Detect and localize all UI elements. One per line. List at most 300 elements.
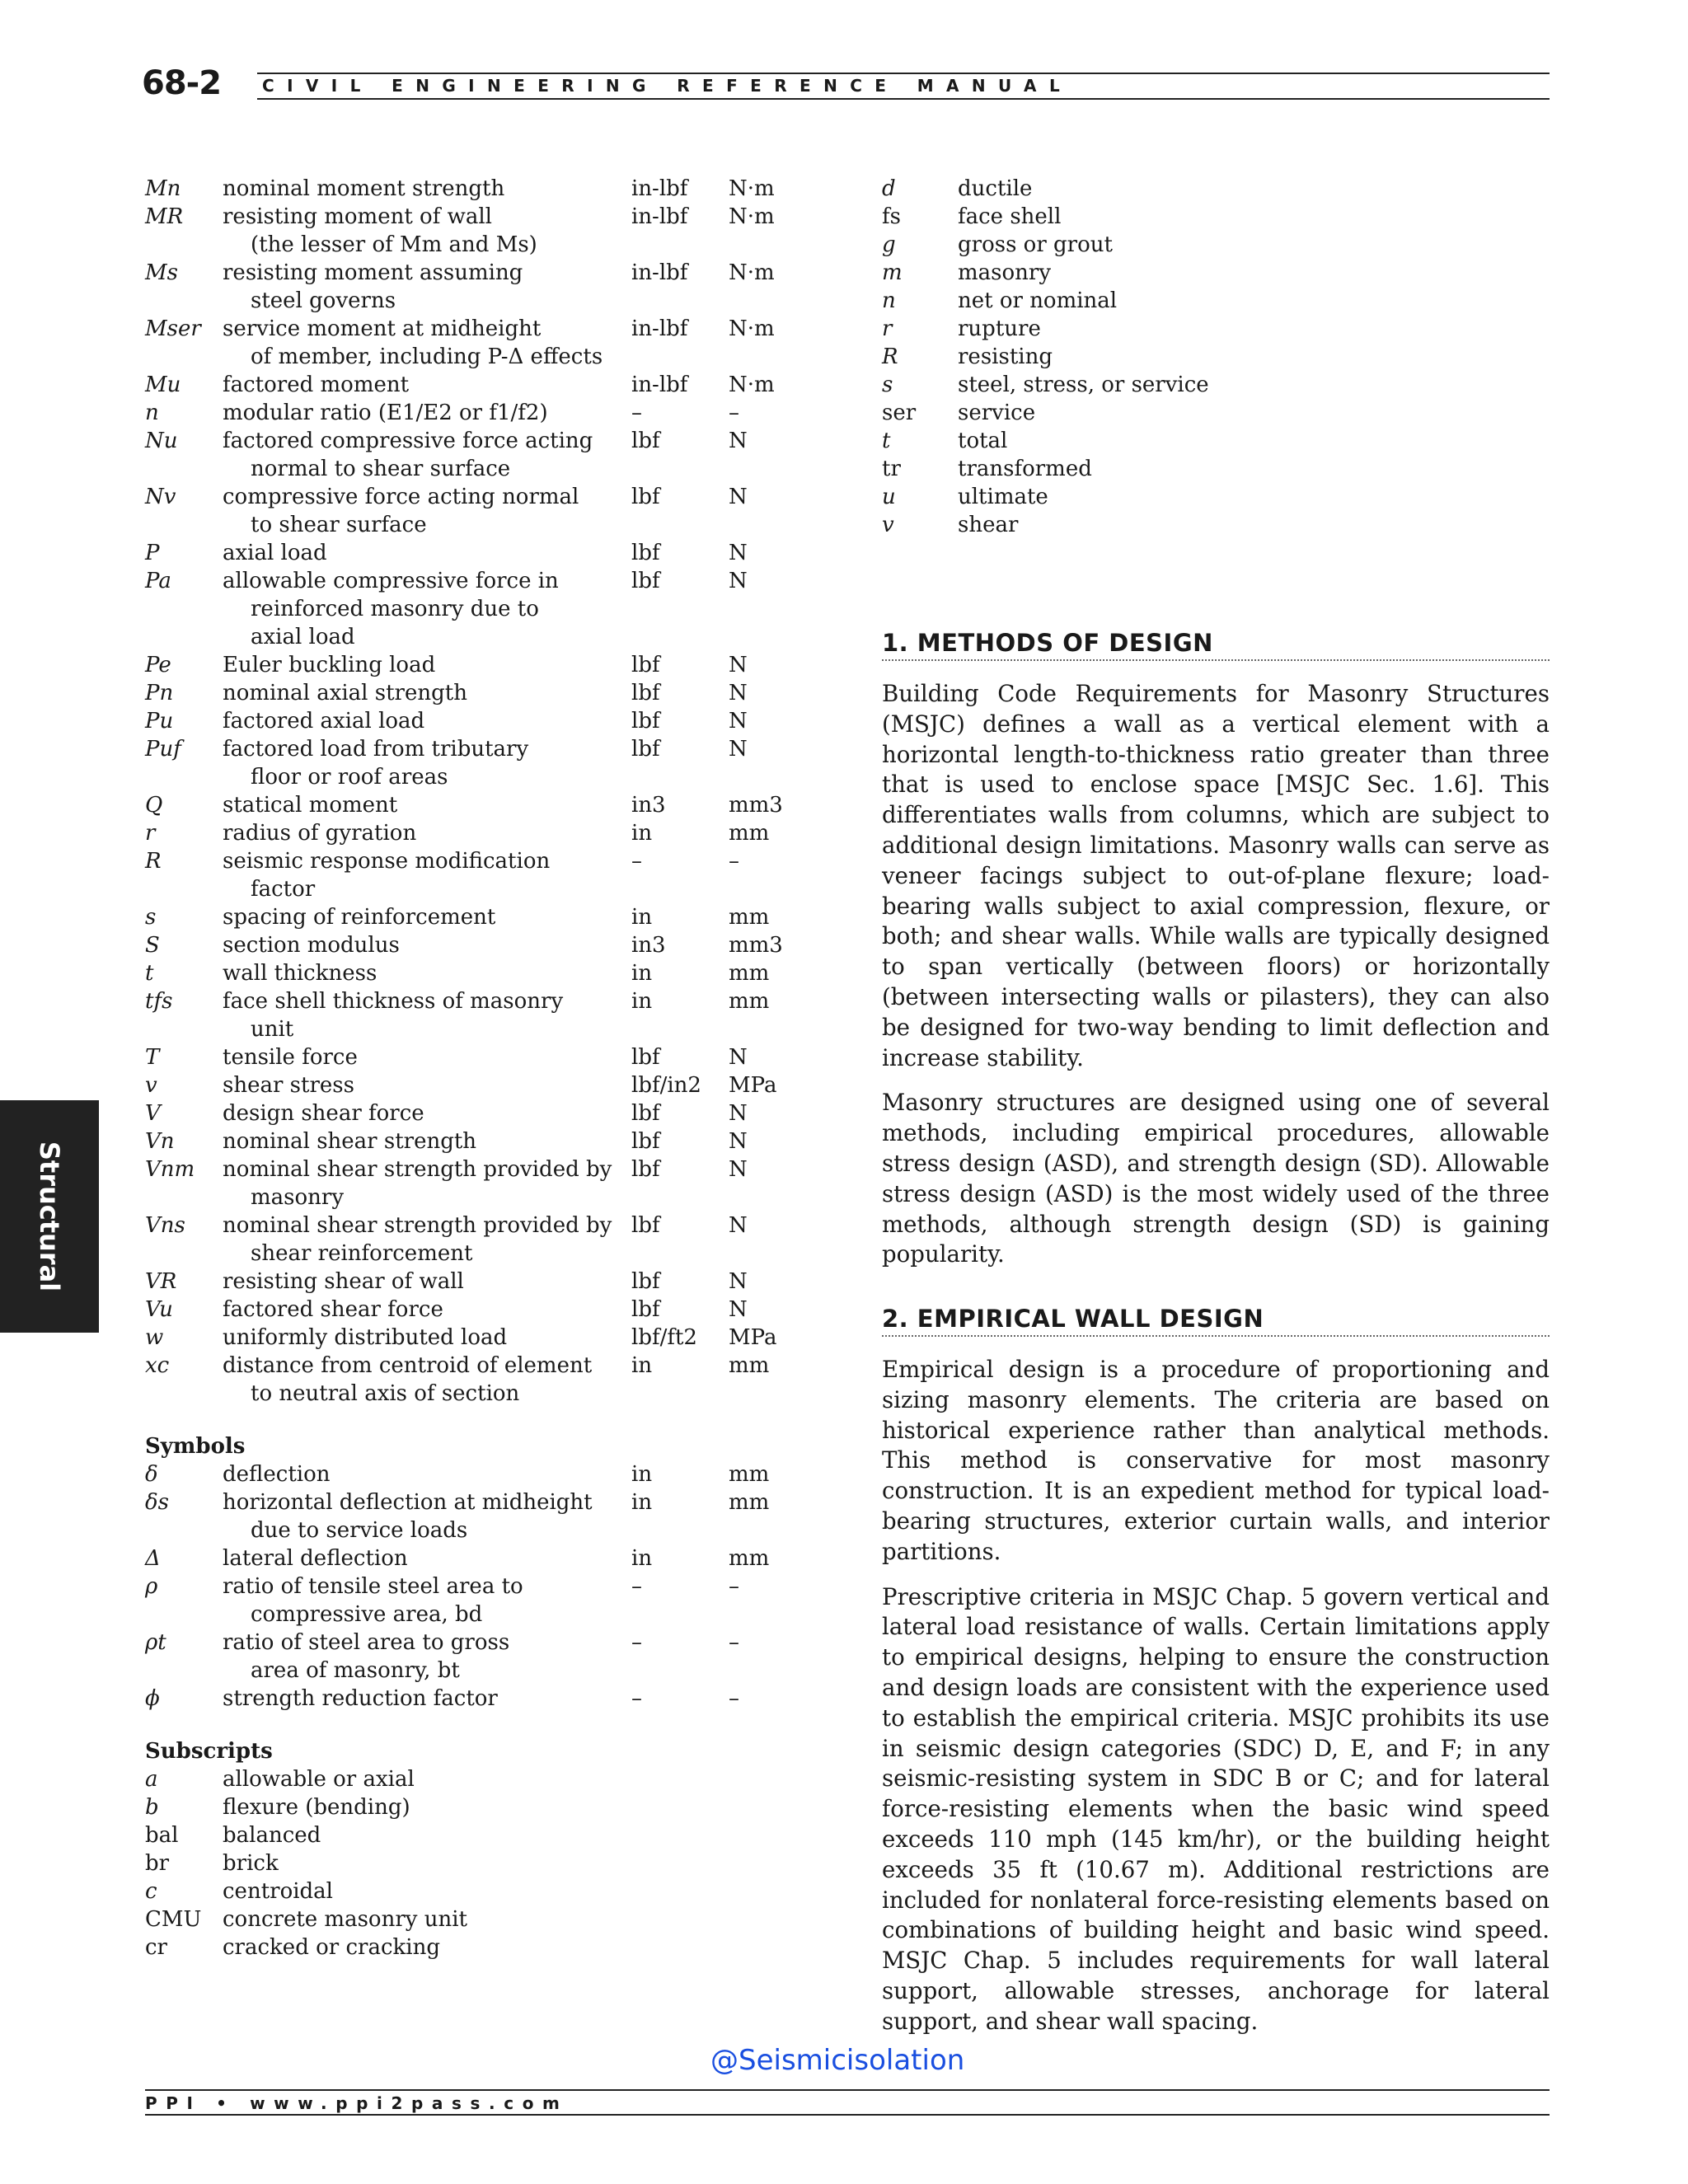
footer-publisher: PPI • www.ppi2pass.com [145,2093,569,2113]
list-item [145,1793,788,1821]
us-unit: in-lbf [631,176,688,201]
symbol: MR [145,204,184,229]
subscripts-heading: Subscripts [145,1739,273,1764]
list-item [145,1905,788,1933]
si-unit: N [729,1129,748,1154]
footer-rule-top [145,2089,1550,2091]
si-unit: mm [729,821,770,846]
si-unit: – [729,401,739,425]
description-line: allowable compressive force in [223,569,559,593]
description [223,1071,626,1099]
description [223,1127,626,1155]
description [223,931,626,959]
si-unit: N [729,737,748,762]
description-line: normal to shear surface [251,457,511,481]
description: concrete masonry unit [223,1907,467,1932]
footer-rule-bottom [145,2114,1550,2116]
symbol: Mser [145,316,201,341]
description: service [958,401,1036,425]
description [223,903,626,931]
description-line: reinforced masonry due to [251,597,539,621]
list-item [145,1099,788,1127]
description-line: wall thickness [223,961,377,986]
description [223,1212,626,1268]
list-item [145,1155,788,1212]
si-unit: mm3 [729,793,783,818]
symbol: δs [145,1490,169,1515]
description [223,483,626,539]
description [223,959,626,987]
description: ultimate [958,485,1048,509]
list-item [145,259,788,315]
si-unit: – [729,849,739,874]
list-item [145,539,788,567]
description-line: service moment at midheight [223,316,542,341]
us-unit: lbf [631,1213,660,1238]
description [223,1685,626,1713]
list-item [145,1821,788,1849]
description-line: nominal moment strength [223,176,505,201]
description-line: unit [251,1017,294,1042]
symbol: d [882,176,896,201]
si-unit: N [729,569,748,593]
symbol: w [145,1325,164,1350]
description-line: factored compressive force acting [223,429,593,453]
si-unit: N [729,653,748,677]
description-line: face shell thickness of masonry [223,989,564,1014]
symbol: c [145,1879,157,1904]
list-item [145,1849,788,1877]
list-item [882,231,1343,259]
header-rule-bottom [257,98,1550,100]
us-unit: in-lbf [631,316,688,341]
symbol: b [145,1795,159,1820]
list-item [882,287,1343,315]
nomenclature-list [145,175,788,1961]
si-unit: N [729,1297,748,1322]
description-line: compressive area, bd [251,1602,483,1627]
symbol: v [882,513,894,537]
description-line: resisting shear of wall [223,1269,464,1294]
us-unit: in3 [631,793,666,818]
description [223,1544,626,1572]
symbol: s [145,905,157,930]
symbol: δ [145,1462,158,1487]
si-unit: N·m [729,373,775,397]
symbol: CMU [145,1907,202,1932]
si-unit: MPa [729,1325,777,1350]
description-line: ratio of tensile steel area to [223,1574,523,1599]
description [223,1488,626,1544]
description-line: statical moment [223,793,398,818]
list-item [145,1765,788,1793]
si-unit: N [729,1045,748,1070]
description: brick [223,1851,279,1876]
si-unit: mm [729,1490,770,1515]
description-line: shear stress [223,1073,354,1098]
section-side-tab [0,1100,99,1333]
symbol: Q [145,793,163,818]
section-2-paragraph-2: Prescriptive criteria in MSJC Chap. 5 govern vertical and lateral load resistance of walls. Certain limitations apply to empirical designs, helping to ensure the construction and design loads are consistent with the experience used to establish the empirical criteria. MSJC prohibits its use in seismic design categories (SDC) D, E, and F; in any seismic-resisting system in SDC B or C; and for lateral force-resisting elements when the basic wind speed exceeds 110 mph (145 km/hr), or the building height exceeds 35 ft (10.67 m). Additional restrictions are included for nonlateral force-resisting elements based on combinations of building height and basic wind speed. MSJC Chap. 5 includes requirements for wall lateral support, allowable stresses, anchorage for lateral support, and shear wall spacing. [882,1582,1550,2035]
manual-title: CIVIL ENGINEERING REFERENCE MANUAL [262,76,1073,96]
description: gross or grout [958,232,1113,257]
symbol: n [145,401,159,425]
description [223,259,626,315]
list-item [145,819,788,847]
description [223,1324,626,1352]
list-item [145,931,788,959]
description-line: distance from centroid of element [223,1353,593,1378]
list-item [145,315,788,371]
description-line: steel governs [251,288,396,313]
us-unit: lbf [631,737,660,762]
symbol: ρ [145,1574,158,1599]
description-line: resisting moment of wall [223,204,492,229]
us-unit: – [631,849,642,874]
description [223,735,626,791]
us-unit: in-lbf [631,204,688,229]
list-item [145,175,788,203]
page-number: 68-2 [142,64,222,102]
description [223,1099,626,1127]
us-unit: in [631,1462,653,1487]
description [223,1268,626,1296]
list-item [145,1212,788,1268]
symbols-heading: Symbols [145,1434,246,1459]
watermark: @Seismicisolation [710,2044,965,2077]
description-line: (the lesser of Mm and Ms) [251,232,537,257]
symbol: n [882,288,896,313]
description-line: design shear force [223,1101,424,1126]
symbol: g [882,232,896,257]
description-line: factored load from tributary [223,737,529,762]
list-item [145,1685,788,1713]
list-item [145,203,788,259]
list-item [145,1268,788,1296]
section-2-paragraph-1: Empirical design is a procedure of proportioning and sizing masonry elements. The criteria are based on historical experience rather than analytical methods. This method is conservative for most masonry construction. It is an expedient method for typical load-bearing structures, exterior curtain walls, and interior partitions. [882,1356,1550,1565]
list-item [882,371,1343,399]
us-unit: lbf [631,1129,660,1154]
description-line: radius of gyration [223,821,417,846]
symbol: T [145,1045,160,1070]
symbol: u [882,485,896,509]
symbol: Nu [145,429,178,453]
list-item [882,455,1343,483]
list-item [145,1544,788,1572]
description-line: masonry [251,1185,345,1210]
description [223,679,626,707]
us-unit: lbf [631,653,660,677]
description: steel, stress, or service [958,373,1209,397]
si-unit: mm [729,1353,770,1378]
list-item [145,399,788,427]
us-unit: in [631,905,653,930]
description [223,399,626,427]
symbol: Mn [145,176,181,201]
side-tab-label: Structural [34,1141,65,1292]
description [223,203,626,259]
description: masonry [958,260,1052,285]
description-line: resisting moment assuming [223,260,523,285]
description-line: section modulus [223,933,400,958]
description-line: nominal shear strength [223,1129,477,1154]
si-unit: – [729,1630,739,1655]
symbol: P [145,541,160,565]
list-item [145,1043,788,1071]
description: centroidal [223,1879,333,1904]
symbol: ϕ [145,1686,160,1711]
list-item [145,567,788,651]
list-item [882,399,1343,427]
us-unit: in [631,1353,653,1378]
description-line: nominal axial strength [223,681,467,705]
si-unit: N [729,1269,748,1294]
symbol: v [145,1073,157,1098]
symbol: m [882,260,903,285]
si-unit: N [729,709,748,733]
symbol: Puf [145,737,181,762]
subscripts-continued [882,175,1343,539]
list-item [145,735,788,791]
symbol: Δ [145,1546,161,1571]
list-item [145,987,788,1043]
list-item [882,203,1343,231]
description [223,371,626,399]
si-unit: N·m [729,260,775,285]
description-line: factor [251,877,316,902]
description-line: ratio of steel area to gross [223,1630,510,1655]
symbol: ρt [145,1630,166,1655]
list-item [882,175,1343,203]
list-item [145,847,788,903]
us-unit: in [631,1490,653,1515]
si-unit: N [729,1157,748,1182]
list-item [145,1572,788,1629]
si-unit: – [729,1574,739,1599]
description: flexure (bending) [223,1795,410,1820]
us-unit: in3 [631,933,666,958]
description-line: uniformly distributed load [223,1325,508,1350]
us-unit: in [631,961,653,986]
si-unit: N·m [729,204,775,229]
description: ductile [958,176,1033,201]
description: face shell [958,204,1062,229]
description [223,1460,626,1488]
symbol: r [882,316,893,341]
us-unit: lbf [631,569,660,593]
list-item [882,511,1343,539]
list-item [882,427,1343,455]
symbol: tfs [145,989,173,1014]
description [223,539,626,567]
us-unit: in [631,1546,653,1571]
description [223,1155,626,1212]
description-line: horizontal deflection at midheight [223,1490,593,1515]
symbol: t [882,429,891,453]
si-unit: – [729,1686,739,1711]
section-1-paragraph-2: Masonry structures are designed using one of several methods, including empirical procedures, allowable stress design (ASD), and strength design (SD). Allowable stress design (ASD) is the most widely used of the three methods, although strength design (SD) is gaining popularity. [882,1089,1550,1268]
si-unit: MPa [729,1073,777,1098]
section-2-heading: 2. EMPIRICAL WALL DESIGN [882,1302,1550,1337]
si-unit: mm3 [729,933,783,958]
description: rupture [958,316,1041,341]
description-line: factored axial load [223,709,425,733]
symbol: Vns [145,1213,185,1238]
us-unit: lbf/ft2 [631,1325,697,1350]
section-empirical-wall-design [882,1302,1550,2037]
list-item [145,427,788,483]
list-item [882,259,1343,287]
description-line: factored moment [223,373,410,397]
description: cracked or cracking [223,1935,440,1960]
us-unit: lbf [631,1269,660,1294]
description [223,175,626,203]
symbols-rows [145,1460,788,1713]
description: transformed [958,457,1092,481]
list-item [145,1127,788,1155]
list-item [145,483,788,539]
si-unit: N [729,1213,748,1238]
symbol: Pe [145,653,171,677]
list-item [145,791,788,819]
symbol: Vn [145,1129,175,1154]
us-unit: – [631,401,642,425]
us-unit: – [631,1686,642,1711]
list-item [145,1933,788,1961]
si-unit: mm [729,989,770,1014]
list-item [145,679,788,707]
list-item [882,343,1343,371]
description-line: to neutral axis of section [251,1381,520,1406]
description: shear [958,513,1019,537]
description-line: factored shear force [223,1297,443,1322]
description-line: strength reduction factor [223,1686,498,1711]
list-item [145,651,788,679]
description [223,987,626,1043]
description-line: lateral deflection [223,1546,408,1571]
header-rule-top [257,73,1550,74]
description [223,791,626,819]
description-line: due to service loads [251,1518,468,1543]
symbol: Pa [145,569,171,593]
us-unit: – [631,1630,642,1655]
us-unit: lbf [631,429,660,453]
list-item [145,1352,788,1408]
us-unit: in-lbf [631,260,688,285]
us-unit: lbf [631,1045,660,1070]
us-unit: in [631,821,653,846]
nomenclature-rows [145,175,788,1408]
description-line: nominal shear strength provided by [223,1157,612,1182]
description [223,1572,626,1629]
symbol: Mu [145,373,181,397]
description: allowable or axial [223,1767,415,1792]
description-line: axial load [251,625,355,649]
description-line: deflection [223,1462,331,1487]
list-item [145,1296,788,1324]
description-line: axial load [223,541,327,565]
symbol: cr [145,1935,167,1960]
section-1-paragraph-1: Building Code Requirements for Masonry Structures (MSJC) defines a wall as a vertical element with a horizontal length-to-thickness ratio greater than three that is used to enclose space [MSJC Sec. 1.6]. This differentiates walls from columns, which are subject to additional design limitations. Masonry walls can serve as veneer facings subject to out-of-plane flexure; load-bearing walls subject to axial compression, flexure, or both; and shear walls. While walls are typically designed to span vertically (between floors) or horizontally (between intersecting walls or pilasters), they can also be designed for two-way bending to limit deflection and increase stability. [882,680,1550,1071]
list-item [145,1071,788,1099]
us-unit: lbf [631,681,660,705]
description [223,651,626,679]
list-item [145,1460,788,1488]
section-1-heading: 1. METHODS OF DESIGN [882,626,1550,661]
list-item [145,1629,788,1685]
symbol: R [145,849,162,874]
list-item [145,959,788,987]
description-line: of member, including P-Δ effects [251,344,603,369]
symbol: Pn [145,681,174,705]
si-unit: N [729,429,748,453]
us-unit: lbf [631,1101,660,1126]
symbol: bal [145,1823,179,1848]
description [223,707,626,735]
description [223,819,626,847]
us-unit: in [631,989,653,1014]
symbol: S [145,933,160,958]
us-unit: lbf/in2 [631,1073,701,1098]
symbol: fs [882,204,901,229]
list-item [145,1324,788,1352]
description-line: tensile force [223,1045,358,1070]
symbol: tr [882,457,901,481]
symbol: Vnm [145,1157,195,1182]
symbol: Pu [145,709,174,733]
us-unit: lbf [631,1297,660,1322]
description-line: to shear surface [251,513,427,537]
symbol: r [145,821,156,846]
description [223,1629,626,1685]
si-unit: mm [729,905,770,930]
us-unit: lbf [631,541,660,565]
symbol: br [145,1851,170,1876]
us-unit: lbf [631,709,660,733]
description [223,427,626,483]
description-line: floor or roof areas [251,765,448,790]
si-unit: N·m [729,316,775,341]
description-line: Euler buckling load [223,653,436,677]
description-line: spacing of reinforcement [223,905,496,930]
list-item [882,315,1343,343]
list-item [145,371,788,399]
description [223,1043,626,1071]
si-unit: N [729,1101,748,1126]
si-unit: N [729,681,748,705]
description-line: seismic response modification [223,849,551,874]
symbol: t [145,961,154,986]
list-item [145,903,788,931]
symbol: xc [145,1353,170,1378]
subscripts-right-rows [882,175,1343,539]
us-unit: in-lbf [631,373,688,397]
symbol: V [145,1101,161,1126]
section-methods-of-design [882,626,1550,1270]
symbol: Vu [145,1297,173,1322]
description: total [958,429,1008,453]
subscripts-left-rows [145,1765,788,1961]
symbol: Nv [145,485,176,509]
description [223,567,626,651]
si-unit: mm [729,1462,770,1487]
symbol: ser [882,401,917,425]
description: resisting [958,344,1053,369]
us-unit: – [631,1574,642,1599]
list-item [145,1488,788,1544]
list-item [882,483,1343,511]
symbol: Ms [145,260,178,285]
